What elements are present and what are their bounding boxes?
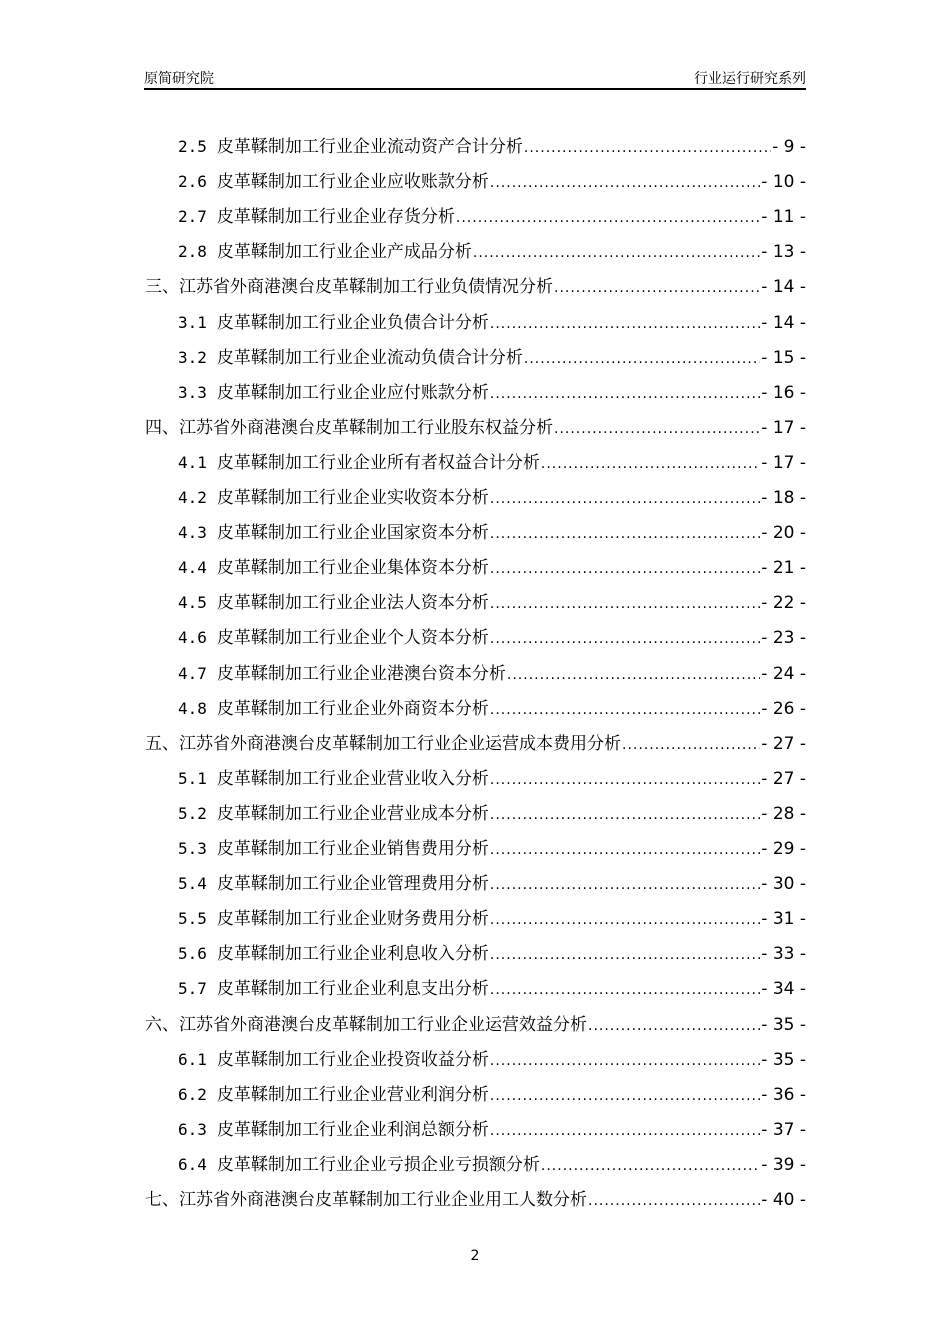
toc-entry-title: 皮革鞣制加工行业企业财务费用分析 [216,909,489,930]
toc-entry-title: 六、江苏省外商港澳台皮革鞣制加工行业企业运营效益分析 [145,1014,587,1035]
dot-leader [490,807,760,823]
dot-leader [490,702,760,718]
toc-entry-page: - 11 - [761,207,806,228]
toc-entry-page: - 20 - [761,523,806,544]
toc-entry-number: 4.1 [178,452,207,472]
toc-entry-title: 皮革鞣制加工行业企业利息支出分析 [216,979,489,1000]
dot-leader [541,456,760,472]
toc-entry[interactable] [178,904,806,930]
toc-entry-number: 3.2 [178,347,207,367]
toc-entry-page: - 9 - [772,137,806,157]
toc-entry-number: 2.6 [178,172,207,192]
toc-entry-title: 三、江苏省外商港澳台皮革鞣制加工行业负债情况分析 [145,277,553,298]
toc-entry-title: 皮革鞣制加工行业企业营业利润分析 [216,1084,489,1105]
toc-entry-number: 5.1 [178,768,207,788]
dot-leader [490,386,760,402]
toc-entry-page: - 14 - [761,312,806,333]
toc-entry-number: 4.5 [178,593,207,613]
dot-leader [541,1158,760,1174]
dot-leader [524,351,760,367]
toc-entry-title: 皮革鞣制加工行业企业亏损企业亏损额分析 [216,1154,540,1175]
dot-leader [490,1053,760,1069]
page-number: 2 [470,1248,480,1264]
toc-entry-title: 皮革鞣制加工行业企业所有者权益合计分析 [216,452,540,473]
toc-entry-page: - 34 - [761,979,806,1000]
toc-entry-number: 5.4 [178,874,207,894]
toc-entry-title: 四、江苏省外商港澳台皮革鞣制加工行业股东权益分析 [145,417,553,438]
toc-entry-title: 皮革鞣制加工行业企业集体资本分析 [216,558,489,579]
toc-entry-page: - 27 - [761,733,806,754]
toc-entry[interactable] [178,483,806,509]
toc-entry[interactable] [178,237,806,263]
dot-leader [490,526,760,542]
toc-entry-page: - 35 - [761,1014,806,1035]
toc-entry[interactable] [145,729,806,755]
toc-entry-title: 皮革鞣制加工行业企业国家资本分析 [216,523,489,544]
toc-entry-title: 皮革鞣制加工行业企业利润总额分析 [216,1119,489,1140]
toc-entry-number: 3.3 [178,382,207,402]
toc-entry[interactable] [178,834,806,860]
dot-leader [490,1088,760,1104]
toc-entry[interactable] [178,939,806,965]
toc-entry-number: 2.8 [178,242,207,262]
dot-leader [490,912,760,928]
toc-entry-number: 4.2 [178,488,207,507]
toc-entry-title: 五、江苏省外商港澳台皮革鞣制加工行业企业运营成本费用分析 [145,733,621,754]
toc-entry-page: - 28 - [761,803,806,824]
toc-entry-title: 皮革鞣制加工行业企业流动负债合计分析 [216,347,523,368]
header-series: 行业运行研究系列 [694,71,806,87]
toc-entry-page: - 15 - [761,347,806,368]
toc-entry-title: 皮革鞣制加工行业企业管理费用分析 [216,874,489,895]
toc-entry[interactable] [178,588,806,614]
dot-leader [554,421,760,437]
toc-entry-number: 2.7 [178,207,207,227]
toc-entry-number: 6.4 [178,1154,207,1174]
toc-entry-number: 4.8 [178,698,207,718]
dot-leader [507,667,760,683]
toc-entry-page: - 39 - [761,1154,806,1175]
toc-entry-page: - 14 - [761,277,806,298]
toc-entry[interactable] [178,308,806,334]
toc-entry-page: - 35 - [761,1049,806,1070]
toc-entry-page: - 10 - [761,172,806,193]
toc-entry-page: - 22 - [761,593,806,614]
toc-entry-number: 4.7 [178,663,207,683]
dot-leader [622,737,760,753]
toc-entry[interactable] [178,202,806,228]
toc-entry-page: - 40 - [761,1190,806,1210]
toc-entry-number: 5.6 [178,944,207,964]
toc-entry-number: 3.1 [178,312,207,332]
toc-entry[interactable] [178,518,806,544]
dot-leader [490,491,760,507]
dot-leader [588,1193,760,1209]
dot-leader [473,245,760,261]
header-org: 原简研究院 [144,71,214,87]
toc-entry-number: 2.5 [178,137,207,156]
toc-entry-title: 皮革鞣制加工行业企业营业成本分析 [216,803,489,824]
toc-entry[interactable] [178,343,806,369]
toc-entry-title: 皮革鞣制加工行业企业外商资本分析 [216,698,489,719]
toc-entry-page: - 31 - [761,909,806,930]
toc-entry[interactable] [178,1080,806,1106]
toc-entry-title: 皮革鞣制加工行业企业产成品分析 [216,242,472,263]
toc-entry-number: 5.7 [178,979,207,999]
toc-entry-page: - 29 - [761,839,806,859]
toc-entry[interactable] [178,1045,806,1071]
toc-entry-page: - 26 - [761,698,806,719]
toc-entry[interactable] [145,413,806,439]
dot-leader [456,210,760,226]
toc-entry-page: - 16 - [761,382,806,403]
toc-entry[interactable] [178,1115,806,1141]
toc-entry[interactable] [178,1150,806,1176]
toc-entry-title: 皮革鞣制加工行业企业投资收益分析 [216,1049,489,1070]
dot-leader [490,982,760,998]
dot-leader [490,842,760,858]
toc-entry-page: - 21 - [761,558,806,579]
toc-entry-title: 皮革鞣制加工行业企业应付账款分析 [216,382,489,403]
toc-entry-page: - 33 - [761,944,806,965]
toc-entry-number: 4.6 [178,628,207,648]
dot-leader [490,1123,760,1139]
toc-entry-page: - 23 - [761,628,806,649]
toc-entry-page: - 17 - [761,417,806,438]
toc-entry-title: 皮革鞣制加工行业企业存货分析 [216,207,455,228]
toc-entry[interactable] [178,974,806,1000]
toc-entry-page: - 27 - [761,768,806,789]
toc-entry-number: 6.1 [178,1049,207,1069]
dot-leader [554,280,760,296]
toc-entry-title: 七、江苏省外商港澳台皮革鞣制加工行业企业用工人数分析 [145,1190,587,1210]
toc-entry-title: 皮革鞣制加工行业企业港澳台资本分析 [216,663,506,684]
dot-leader [490,316,760,332]
toc-entry-page: - 13 - [761,242,806,263]
toc-entry[interactable] [178,659,806,685]
toc-entry-title: 皮革鞣制加工行业企业应收账款分析 [216,172,489,193]
toc-entry-number: 6.3 [178,1119,207,1139]
toc-entry[interactable] [178,167,806,193]
toc-entry[interactable] [178,623,806,649]
toc-entry[interactable] [178,764,806,790]
toc-entry[interactable] [178,132,806,158]
toc-entry[interactable] [145,1185,806,1211]
toc-entry[interactable] [178,799,806,825]
toc-entry[interactable] [145,272,806,298]
dot-leader [524,140,771,156]
toc-entry-number: 5.3 [178,839,207,858]
toc-entry-number: 5.5 [178,909,207,929]
dot-leader [588,1018,760,1034]
toc-entry-number: 6.2 [178,1084,207,1104]
toc-entry-title: 皮革鞣制加工行业企业流动资产合计分析 [216,137,523,157]
toc-entry[interactable] [178,869,806,895]
toc-entry-title: 皮革鞣制加工行业企业实收资本分析 [216,488,489,508]
dot-leader [490,561,760,577]
toc-entry-title: 皮革鞣制加工行业企业负债合计分析 [216,312,489,333]
toc-entry-title: 皮革鞣制加工行业企业法人资本分析 [216,593,489,614]
toc-entry-title: 皮革鞣制加工行业企业利息收入分析 [216,944,489,965]
toc-entry-page: - 30 - [761,874,806,895]
toc-entry-number: 4.4 [178,558,207,578]
toc-entry-page: - 18 - [761,488,806,508]
toc-entry[interactable] [178,553,806,579]
toc-entry-title: 皮革鞣制加工行业企业营业收入分析 [216,768,489,789]
toc-entry-page: - 17 - [761,452,806,473]
page-header [144,66,806,90]
toc-entry[interactable] [178,378,806,404]
dot-leader [490,877,760,893]
toc-entry-number: 4.3 [178,523,207,543]
dot-leader [490,175,760,191]
toc-entry-page: - 24 - [761,663,806,684]
toc-entry-number: 5.2 [178,803,207,823]
toc-entry-title: 皮革鞣制加工行业企业销售费用分析 [216,839,489,859]
dot-leader [490,947,760,963]
toc-entry[interactable] [178,448,806,474]
toc-entry[interactable] [178,694,806,720]
toc-entry-title: 皮革鞣制加工行业企业个人资本分析 [216,628,489,649]
dot-leader [490,772,760,788]
dot-leader [490,596,760,612]
toc-entry-page: - 36 - [761,1084,806,1105]
dot-leader [490,631,760,647]
toc-entry[interactable] [145,1010,806,1036]
toc-entry-page: - 37 - [761,1119,806,1140]
